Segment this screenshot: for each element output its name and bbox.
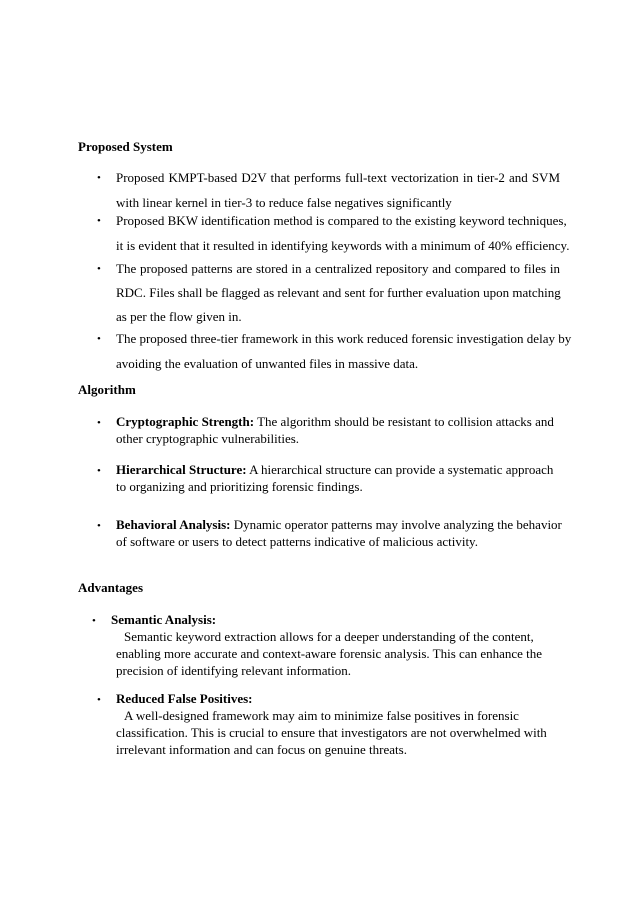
algorithm-item-3-term: Behavioral Analysis:: [116, 517, 231, 532]
proposed-item-1-line-1: Proposed KMPT-based D2V that performs full-text vectorization in tier-2 and SVM: [116, 170, 560, 185]
section-heading-algorithm: Algorithm: [78, 382, 136, 397]
algorithm-item-1-text: The algorithm should be resistant to collision attacks and: [254, 414, 554, 429]
advantage-2-line-1: A well-designed framework may aim to minimize false positives in forensic: [124, 708, 519, 723]
bullet: •: [97, 333, 101, 345]
proposed-item-2-line-2: it is evident that it resulted in identifying keywords with a minimum of 40% efficiency.: [116, 238, 570, 253]
proposed-item-4-line-1: The proposed three-tier framework in this work reduced forensic investigation delay by: [116, 331, 572, 346]
proposed-item-2-line-1: Proposed BKW identification method is compared to the existing keyword techniques,: [116, 213, 567, 228]
advantage-2-line-2: classification. This is crucial to ensure that investigators are not overwhelmed with: [116, 725, 547, 740]
bullet: •: [97, 694, 101, 706]
proposed-item-3-line-2: RDC. Files shall be flagged as relevant and sent for further evaluation upon matching: [116, 285, 561, 300]
algorithm-item-3-text: Dynamic operator patterns may involve analyzing the behavior: [230, 517, 562, 532]
advantage-1-line-2: enabling more accurate and context-aware forensic analysis. This can enhance the: [116, 646, 543, 661]
bullet: •: [97, 520, 101, 532]
section-heading-proposed-system: Proposed System: [78, 139, 173, 154]
advantage-1-term: Semantic Analysis:: [111, 612, 217, 627]
advantage-2-term: Reduced False Positives:: [116, 691, 253, 706]
proposed-item-4-line-2: avoiding the evaluation of unwanted files in massive data.: [116, 356, 419, 371]
algorithm-item-2-line-2: to organizing and prioritizing forensic findings.: [116, 479, 363, 494]
bullet: •: [97, 417, 101, 429]
algorithm-item-1-line-1: [116, 414, 554, 430]
algorithm-item-2-term: Hierarchical Structure:: [116, 462, 247, 477]
proposed-item-3-line-3: as per the flow given in.: [116, 309, 242, 324]
bullet: •: [97, 263, 101, 275]
proposed-item-3-line-1: The proposed patterns are stored in a centralized repository and compared to files in: [116, 261, 560, 276]
advantage-1-line-3: precision of identifying relevant information.: [116, 663, 352, 678]
algorithm-item-2-line-1: [116, 462, 553, 478]
advantage-1-line-1: Semantic keyword extraction allows for a deeper understanding of the content,: [124, 629, 534, 644]
algorithm-item-1-line-2: other cryptographic vulnerabilities.: [116, 431, 300, 446]
advantage-2-line-3: irrelevant information and can focus on genuine threats.: [116, 742, 407, 757]
section-heading-advantages: Advantages: [78, 580, 144, 595]
algorithm-item-3-line-1: [116, 517, 562, 533]
algorithm-item-1-term: Cryptographic Strength:: [116, 414, 255, 429]
bullet: •: [92, 615, 96, 627]
algorithm-item-2-text: A hierarchical structure can provide a systematic approach: [246, 462, 554, 477]
bullet: •: [97, 465, 101, 477]
bullet: •: [97, 215, 101, 227]
proposed-item-1-line-2: with linear kernel in tier-3 to reduce false negatives significantly: [116, 195, 452, 210]
bullet: •: [97, 172, 101, 184]
algorithm-item-3-line-2: of software or users to detect patterns indicative of malicious activity.: [116, 534, 478, 549]
